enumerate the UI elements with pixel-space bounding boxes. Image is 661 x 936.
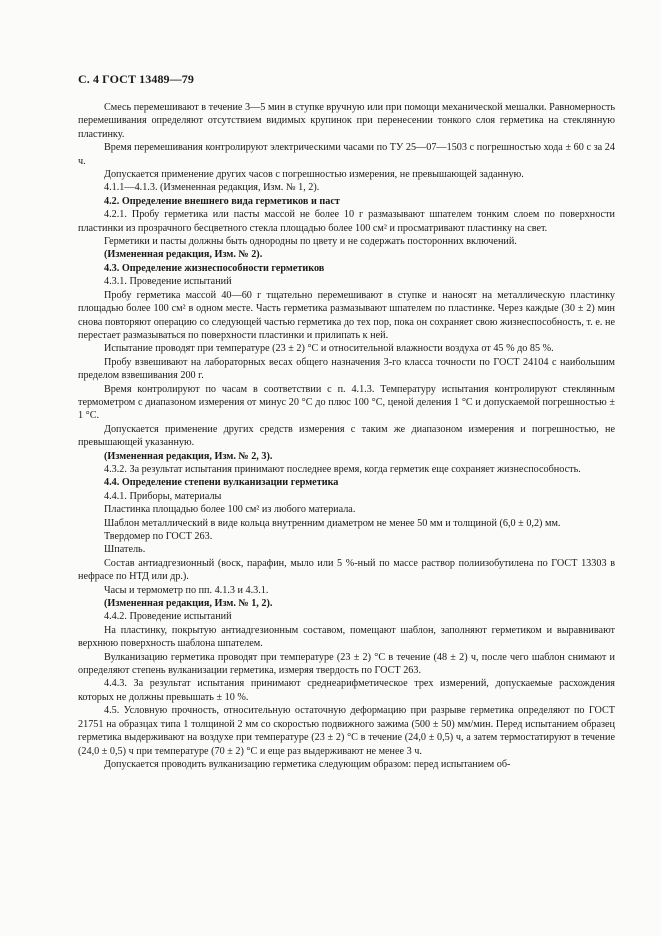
paragraph: Смесь перемешивают в течение 3—5 мин в ступке вручную или при помощи механической мешалки. Равномерность перемешивания определяют отсутствием видимых крупинок при перенесении тонкого слоя герметика на стеклянную пластинку. bbox=[78, 102, 615, 140]
paragraph: Пробу взвешивают на лабораторных весах общего назначения 3-го класса точности по ГОСТ 24104 с наибольшим пределом взвешивания 200 г. bbox=[78, 356, 615, 382]
paragraph: Шаблон металлический в виде кольца внутренним диаметром не менее 50 мм и толщиной (6,0 ± 0,2) мм. bbox=[104, 517, 561, 529]
paragraph: 4.5. Условную прочность, относительную остаточную деформацию при разрыве герметика определяют по ГОСТ 21751 на образцах типа 1 толщиной 2 мм со скоростью подвижного зажима (500 ± 50) мм/мин. Перед испытанием образец герметика выдерживают на воздухе при температуре (23 ± 2) °С в течение (24,0 ± 0,5) ч, а затем термостатируют в течение (24,0 ± 0,5) ч при температуре (70 ± 2) °С и еще раз выдерживают не менее 3 ч. bbox=[78, 705, 615, 757]
paragraph: Твердомер по ГОСТ 263. bbox=[104, 531, 213, 542]
paragraph: 4.4.2. Проведение испытаний bbox=[104, 611, 232, 623]
section-heading: 4.2. Определение внешнего вида герметиков и паст bbox=[104, 195, 340, 207]
paragraph: Шпатель. bbox=[104, 544, 146, 556]
paragraph: Пробу герметика массой 40—60 г тщательно перемешивают в ступке и наносят на металлическую пластинку площадью более 100 см² в одном месте. Часть герметика размазывают шпателем по пластинке. Через каждые (30 ± 2) мин снова повторяют операцию со следующей частью герметика до тех пор, пока он сохраняет свою жизнеспособность, т. е. не перестает размазываться по поверхности пластинки и прилипать к ней. bbox=[78, 289, 615, 341]
paragraph: Допускается применение других часов с погрешностью измерения, не превышающей заданную. bbox=[104, 169, 524, 181]
paragraph: Герметики и пасты должны быть однородны по цвету и не содержать посторонних включений. bbox=[104, 236, 517, 248]
paragraph: Допускается применение других средств измерения с таким же диапазоном измерения и погрешностью, не превышающей указанную. bbox=[78, 423, 615, 449]
paragraph: Часы и термометр по пп. 4.1.3 и 4.3.1. bbox=[104, 584, 269, 596]
document-body bbox=[78, 101, 615, 771]
section-heading: (Измененная редакция, Изм. № 2). bbox=[104, 249, 263, 261]
paragraph: Испытание проводят при температуре (23 ± 2) °С и относительной влажности воздуха от 45 % до 85 %. bbox=[104, 343, 554, 355]
section-heading: 4.4. Определение степени вулканизации герметика bbox=[104, 477, 339, 489]
paragraph: 4.4.1. Приборы, материалы bbox=[104, 490, 222, 502]
paragraph: 4.4.3. За результат испытания принимают среднеарифметическое трех измерений, допускаемые расхождения которых не должны превышать ± 10 %. bbox=[78, 678, 615, 703]
paragraph: Пластинка площадью более 100 см² из любого материала. bbox=[104, 504, 356, 516]
section-heading: 4.3. Определение жизнеспособности герметиков bbox=[104, 262, 325, 274]
section-heading: (Измененная редакция, Изм. № 1, 2). bbox=[104, 598, 273, 610]
paragraph: 4.3.1. Проведение испытаний bbox=[104, 276, 232, 288]
paragraph: 4.2.1. Пробу герметика или пасты массой не более 10 г размазывают шпателем тонким слоем по поверхности пластинки из прозрачного бесцветного стекла площадью более 100 см² и просматривают пластинку на свет. bbox=[78, 209, 615, 234]
paragraph: Время контролируют по часам в соответствии с п. 4.1.3. Температуру испытания контролируют стеклянным термометром с диапазоном измерения от минус 20 °С до плюс 100 °С, ценой деления 1 °С и допускаемой погрешностью ± 1 °С. bbox=[78, 383, 615, 422]
paragraph: Допускается проводить вулканизацию герметика следующим образом: перед испытанием об- bbox=[104, 758, 511, 770]
paragraph: Состав антиадгезионный (воск, парафин, мыло или 5 %-ный по массе раствор полиизобутилена по ГОСТ 13303 в нефрасе по НТД или др.). bbox=[78, 557, 615, 583]
paragraph: Время перемешивания контролируют электрическими часами по ТУ 25—07—1503 с погрешностью хода ± 60 с за 24 ч. bbox=[78, 142, 615, 167]
section-heading: (Измененная редакция, Изм. № 2, 3). bbox=[104, 450, 273, 462]
paragraph: На пластинку, покрытую антиадгезионным составом, помещают шаблон, заполняют герметиком и выравнивают верхнюю поверхность шаблона шпателем. bbox=[78, 624, 615, 650]
paragraph: Вулканизацию герметика проводят при температуре (23 ± 2) °С в течение (48 ± 2) ч, после чего шаблон снимают и определяют степень вулканизации герметика, измеряя твердость по ГОСТ 263. bbox=[78, 651, 615, 677]
paragraph: 4.1.1—4.1.3. (Измененная редакция, Изм. № 1, 2). bbox=[104, 182, 320, 194]
paragraph: 4.3.2. За результат испытания принимают последнее время, когда герметик еще сохраняет жизнеспособность. bbox=[104, 463, 581, 475]
page-header: С. 4 ГОСТ 13489—79 bbox=[78, 72, 194, 86]
